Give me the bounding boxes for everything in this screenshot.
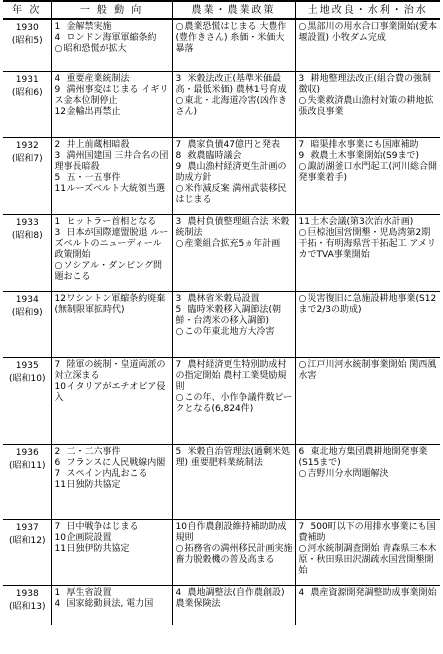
entry [176,305,293,327]
entry [176,360,293,393]
entry [176,74,293,96]
entry [55,217,170,228]
entry [55,360,170,382]
circle-marker: ○ [54,260,63,271]
entry-text: 500町以下の用排水事業にも国費補助 [298,521,436,543]
general-cell [51,444,172,519]
era-value: (昭和8) [11,230,43,241]
general-cell [51,585,172,625]
circle-marker: ○ [298,161,307,172]
entry-text: 耕地整理法改正(組合費の強制徴収) [298,73,432,95]
month-number: 11 [54,479,66,490]
entry [55,140,170,151]
general-cell [51,71,172,137]
table-row [3,214,440,291]
month-number: 7 [298,139,305,150]
land-cell [295,444,440,519]
month-number: 5 [54,172,61,183]
entry [299,544,439,577]
entry [299,151,439,162]
year-value: 1935 [15,360,39,371]
general-cell [51,291,172,357]
month-number: 2 [54,446,61,457]
entry-text: 農林省米穀局設置 [187,293,260,304]
era-value: (昭和12) [9,535,46,546]
entry-text: 河水統制調査開始 青森県三本木原・秋田県田沢湖疏水国営開墾開始 [298,543,437,576]
year-value: 1932 [15,140,39,151]
month-number: 4 [298,587,305,598]
entry-text: 諏訪湖釜口水門起工(河川総合開発事業着手) [298,161,438,183]
entry-text: この年、小作争議件数ピークとなる(6,824件) [175,392,293,414]
month-number: 7 [175,139,182,150]
year-cell [3,585,51,625]
entry [299,447,439,469]
year-cell [3,357,51,444]
entry [299,294,439,316]
month-number: 6 [298,446,305,457]
entry-text: 農業恐慌はじまる 大豊作(豊作きさん) 糸価・米価大暴落 [175,22,287,54]
entry [55,151,170,173]
entry [55,44,170,55]
land-cell [295,357,440,444]
entry [55,447,170,458]
entry-text: 米作減反案 満州武装移民はじまる [175,183,287,205]
entry-text: 黒部川の用水合口事業開始(愛本堰設置) 小牧ダム完成 [298,22,438,43]
table-row [3,357,440,444]
year-value: 1930 [15,23,39,33]
entry-text: 救農臨時議会 [187,150,242,161]
entry-text: 救農土木事業開始(S9まで) [310,150,419,161]
entry-text: 五・一五事件 [66,172,121,183]
circle-marker: ○ [175,392,184,403]
entry-text: ソシアル・ダンピング問題おこる [54,260,163,282]
entry-text: 満州事変はじまる イギリス金本位制停止 [54,84,169,106]
year-value: 1936 [15,447,39,458]
agriculture-cell [172,71,295,137]
entry [55,261,170,283]
entry-text: 日本が国際連盟脱退 ルーズベルトのニューディール政策開始 [54,227,169,260]
circle-marker: ○ [298,22,307,32]
circle-marker: ○ [298,227,307,238]
table-row [3,519,440,585]
table-row [3,585,440,625]
month-number: 3 [54,150,61,161]
circle-marker: ○ [175,183,184,194]
entry-text: 昭和恐慌が拡大 [63,44,127,54]
entry-text: 金輸出再禁止 [66,106,121,117]
circle-marker: ○ [175,95,184,106]
entry-text: スペイン内乱おこる [66,468,148,479]
entry [176,393,293,415]
entry-text: 吉野川分水問題解決 [307,468,389,479]
month-number: 11 [298,216,310,227]
land-cell [295,291,440,357]
table-row [3,137,440,214]
entry-text: 江戸川河水統制事業開始 関西風水害 [298,359,437,381]
month-number: 9 [54,84,61,95]
entry [176,588,293,610]
agriculture-cell [172,444,295,519]
entry-text: 満州国建国 三井合名の団理事長暗殺 [54,150,169,172]
circle-marker: ○ [175,543,184,554]
entry-text: 暗渠排水事業にも国庫補助 [310,139,419,150]
month-number: 4 [175,587,182,598]
circle-marker: ○ [298,293,307,304]
entry [55,544,170,555]
entry-text: ヒットラー首相となる [66,216,157,227]
era-value: (昭和11) [9,460,46,471]
era-value: (昭和5) [11,36,43,46]
entry-text: 農産資源開発調整助成事業開始 [310,587,437,598]
agriculture-cell [172,291,295,357]
month-number: 7 [54,468,61,479]
year-value: 1937 [15,522,39,533]
header-row [3,1,440,19]
header-land: 土地改良・水利・治水 [295,1,440,19]
month-number: 1 [54,216,61,227]
header-year: 年 次 [3,1,51,19]
entry-text: 厚生省設置 [66,587,112,598]
entry [55,107,170,118]
entry-text: 自作農創設維持補助助成規則 [175,521,287,543]
entry [55,184,170,195]
entry-text: 拓務省の満州移民計画実施 畜力脱穀機の普及高まる [175,543,293,565]
entry-text: 土木会議(第3次治水計画) [310,216,414,227]
entry [176,447,293,469]
history-table [3,0,440,625]
general-cell [51,357,172,444]
month-number: 3 [175,73,182,84]
header-general: 一 般 動 向 [51,1,172,19]
entry [299,162,439,184]
month-number: 10 [54,532,66,543]
entry-text: 企画院設置 [66,532,112,543]
general-cell [51,519,172,585]
entry [55,480,170,491]
entry-text: ルーズベルト大統領当選 [66,183,166,194]
entry [176,96,293,118]
era-value: (昭和7) [11,153,43,164]
month-number: 1 [54,22,61,32]
agriculture-cell [172,519,295,585]
agriculture-cell [172,137,295,214]
entry-text: この年東北地方大冷害 [184,326,275,337]
entry-text: 東北・北海道冷害(凶作きさん) [175,95,288,117]
entry-text: 米穀自治管理法(過剰米処理) 重要肥料業統制法 [175,446,291,468]
month-number: 9 [298,150,305,161]
entry [176,544,293,566]
month-number: 7 [54,521,61,532]
general-cell [51,19,172,71]
entry [55,173,170,184]
entry [176,140,293,151]
land-cell [295,71,440,137]
entry [176,239,293,250]
month-number: 12 [54,106,66,117]
entry-text: ロンドン海軍軍縮条約 [66,33,157,43]
agriculture-cell [172,357,295,444]
table-row [3,19,440,71]
entry [55,469,170,480]
table-body [3,19,440,625]
entry-text: 二・二六事件 [66,446,121,457]
entry-text: 農家負債47億円と発表 [187,139,280,150]
year-cell [3,71,51,137]
entry [55,599,170,610]
year-cell [3,214,51,291]
entry [55,228,170,261]
month-number: 2 [54,139,61,150]
entry [55,33,170,44]
entry [55,588,170,599]
era-value: (昭和6) [11,87,43,98]
year-value: 1934 [15,294,39,305]
month-number: 5 [175,304,182,315]
month-number: 4 [54,73,61,84]
year-cell [3,19,51,71]
entry [176,184,293,206]
entry [299,360,439,382]
circle-marker: ○ [175,326,184,337]
entry-text: 日中戦争はじまる [66,521,139,532]
era-value: (昭和10) [9,373,46,384]
land-cell [295,214,440,291]
entry [55,74,170,85]
agriculture-cell [172,19,295,71]
era-value: (昭和9) [11,307,43,318]
entry [55,458,170,469]
entry [299,96,439,118]
month-number: 4 [54,598,61,609]
entry [299,140,439,151]
entry-text: イタリアがエチオピア侵入 [54,381,166,403]
year-value: 1931 [15,74,39,85]
year-cell [3,519,51,585]
entry-text: 巨椋池国営開墾・児島湾第2期干拓・有明海県営干拓起工 アメリカでTVA事業開始 [298,227,436,260]
entry-text: 井上前蔵相暗殺 [66,139,130,150]
entry [55,22,170,33]
month-number: 3 [298,73,305,84]
month-number: 10 [54,381,66,392]
entry-text: 農山漁村経済更生計画の助成方針 [175,161,287,183]
entry [176,522,293,544]
agriculture-cell [172,214,295,291]
table-row [3,291,440,357]
circle-marker: ○ [298,468,307,479]
entry [55,85,170,107]
entry [55,522,170,533]
entry-text: 失業救済農山漁村対策の耕地拡張改良事業 [298,95,434,117]
entry [299,22,439,44]
circle-marker: ○ [175,238,184,249]
table-row [3,71,440,137]
agriculture-cell [172,585,295,625]
entry [299,588,439,599]
circle-marker: ○ [298,543,307,554]
entry-text: フランスに人民戦線内閣 [66,457,166,468]
entry-text: 日独防共協定 [66,479,121,490]
land-cell [295,585,440,625]
month-number: 7 [298,521,305,532]
entry [176,217,293,239]
entry-text: 災害復旧に急施設耕地事業(S12まで2/3の助成) [298,293,437,315]
entry [176,151,293,162]
month-number: 3 [175,293,182,304]
entry-text: 農村負債整理組合法 米穀統制法 [175,216,290,238]
month-number: 1 [54,587,61,598]
land-cell [295,519,440,585]
entry-text: 農地調整法(自作農創設) 農業保険法 [175,587,285,609]
month-number: 7 [54,359,61,370]
land-cell [295,19,440,71]
year-cell [3,291,51,357]
entry-text: 日独伊防共協定 [66,543,130,554]
entry-text: 農村経済更生特別助成村の指定開始 農村工業奨励規則 [175,359,287,392]
month-number: 7 [175,359,182,370]
entry [299,522,439,544]
month-number: 3 [54,227,61,238]
month-number: 5 [175,446,182,457]
month-number: 9 [175,161,182,172]
entry [176,22,293,55]
entry [299,74,439,96]
header-agriculture: 農業・農業政策 [172,1,295,19]
entry [55,382,170,404]
circle-marker: ○ [298,95,307,106]
year-value: 1933 [15,217,39,228]
entry [55,294,170,316]
entry [299,228,439,261]
entry-text: 国家総動員法, 電力国 [66,598,154,609]
general-cell [51,214,172,291]
year-cell [3,137,51,214]
table-row [3,444,440,519]
month-number: 11 [54,543,66,554]
entry-text: 重要産業統制法 [66,73,130,84]
month-number: 8 [175,150,182,161]
year-value: 1938 [15,588,39,599]
entry-text: ワシントン軍縮条約廃棄(無制限軍拡時代) [54,293,166,315]
circle-marker: ○ [298,359,307,370]
entry [176,294,293,305]
month-number: 3 [175,216,182,227]
entry-text: 臨時米穀移入調節法(朝鮮・台湾米の移入調節) [175,304,282,326]
entry-text: 産業組合拡充5ヵ年計画 [184,238,281,249]
entry [299,469,439,480]
general-cell [51,137,172,214]
month-number: 4 [54,33,61,43]
entry [299,217,439,228]
era-value: (昭和13) [9,601,46,612]
entry-text: 米穀法改正(基準米価最高・最低米価) 農林1号育成 [175,73,287,95]
entry-text: 陸軍の統制・皇道両派の対立深まる [54,359,166,381]
entry [176,162,293,184]
entry [176,327,293,338]
month-number: 10 [175,521,187,532]
month-number: 12 [54,293,66,304]
land-cell [295,137,440,214]
month-number: 11 [54,183,66,194]
year-cell [3,444,51,519]
entry [55,533,170,544]
entry-text: 東北地方集団農耕地開発事業(S15まで) [298,446,428,468]
circle-marker: ○ [175,22,184,32]
circle-marker: ○ [54,44,63,54]
month-number: 6 [54,457,61,468]
entry-text: 金解禁実施 [66,22,112,32]
